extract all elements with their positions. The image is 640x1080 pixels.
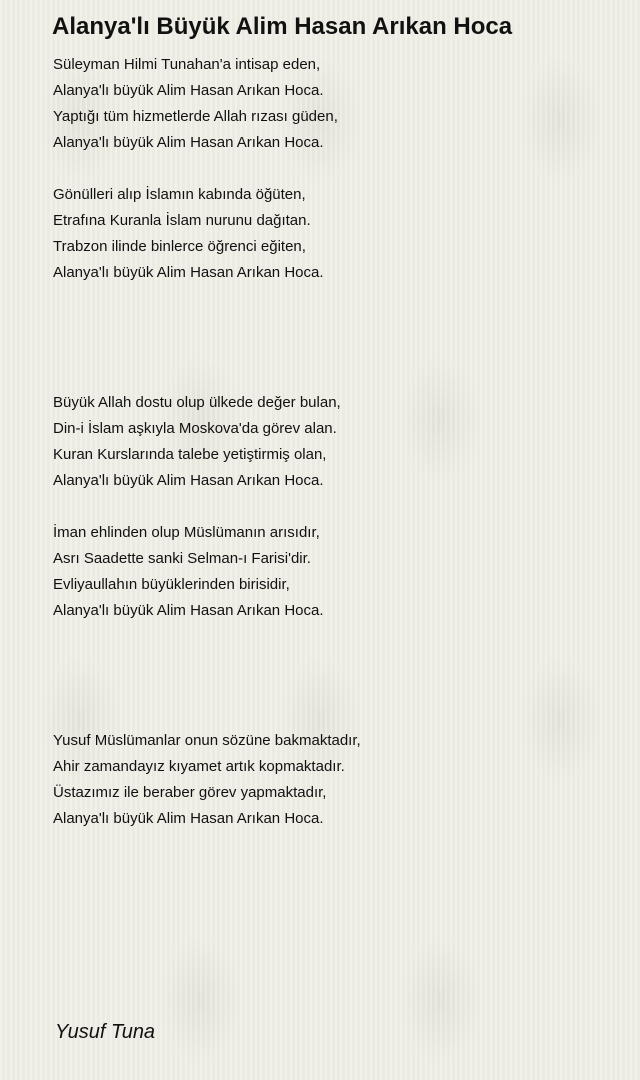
poem-line: Alanya'lı büyük Alim Hasan Arıkan Hoca.	[53, 134, 324, 151]
poem-line: Alanya'lı büyük Alim Hasan Arıkan Hoca.	[53, 82, 324, 99]
section-spacer	[53, 286, 613, 390]
section-spacer	[53, 624, 613, 728]
poem-line: Alanya'lı büyük Alim Hasan Arıkan Hoca.	[53, 472, 324, 489]
stanza-4	[53, 520, 613, 624]
poem-author: Yusuf Tuna	[55, 1021, 156, 1043]
poem-line: Alanya'lı büyük Alim Hasan Arıkan Hoca.	[53, 264, 324, 281]
poem-line: Trabzon ilinde binlerce öğrenci eğiten,	[53, 238, 306, 255]
poem-line: Alanya'lı büyük Alim Hasan Arıkan Hoca.	[53, 602, 324, 619]
poem-line: Kuran Kurslarında talebe yetiştirmiş olan,	[53, 446, 327, 463]
poem-body	[53, 52, 613, 832]
poem-line: İman ehlinden olup Müslümanın arısıdır,	[53, 524, 320, 541]
poem-line: Yaptığı tüm hizmetlerde Allah rızası güden,	[53, 108, 338, 125]
stanza-3	[53, 390, 613, 494]
poem-line: Büyük Allah dostu olup ülkede değer bulan,	[53, 394, 341, 411]
poem-line: Üstazımız ile beraber görev yapmaktadır,	[53, 784, 327, 801]
poem-line: Asrı Saadette sanki Selman-ı Farisi'dir.	[53, 550, 311, 567]
poem-line: Din-i İslam aşkıyla Moskova'da görev alan.	[53, 420, 337, 437]
poem-title: Alanya'lı Büyük Alim Hasan Arıkan Hoca	[52, 13, 513, 40]
poem-line: Alanya'lı büyük Alim Hasan Arıkan Hoca.	[53, 810, 324, 827]
stanza-5	[53, 728, 613, 832]
stanza-spacer	[53, 494, 613, 520]
stanza-1	[53, 52, 613, 156]
poem-line: Etrafına Kuranla İslam nurunu dağıtan.	[53, 212, 311, 229]
poem-line: Evliyaullahın büyüklerinden birisidir,	[53, 576, 290, 593]
poem-line: Süleyman Hilmi Tunahan'a intisap eden,	[53, 56, 321, 73]
stanza-2	[53, 182, 613, 286]
poem-line: Yusuf Müslümanlar onun sözüne bakmaktadır,	[53, 732, 361, 749]
poem-line: Gönülleri alıp İslamın kabında öğüten,	[53, 186, 306, 203]
poem-line: Ahir zamandayız kıyamet artık kopmaktadır.	[53, 758, 345, 775]
stanza-spacer	[53, 156, 613, 182]
